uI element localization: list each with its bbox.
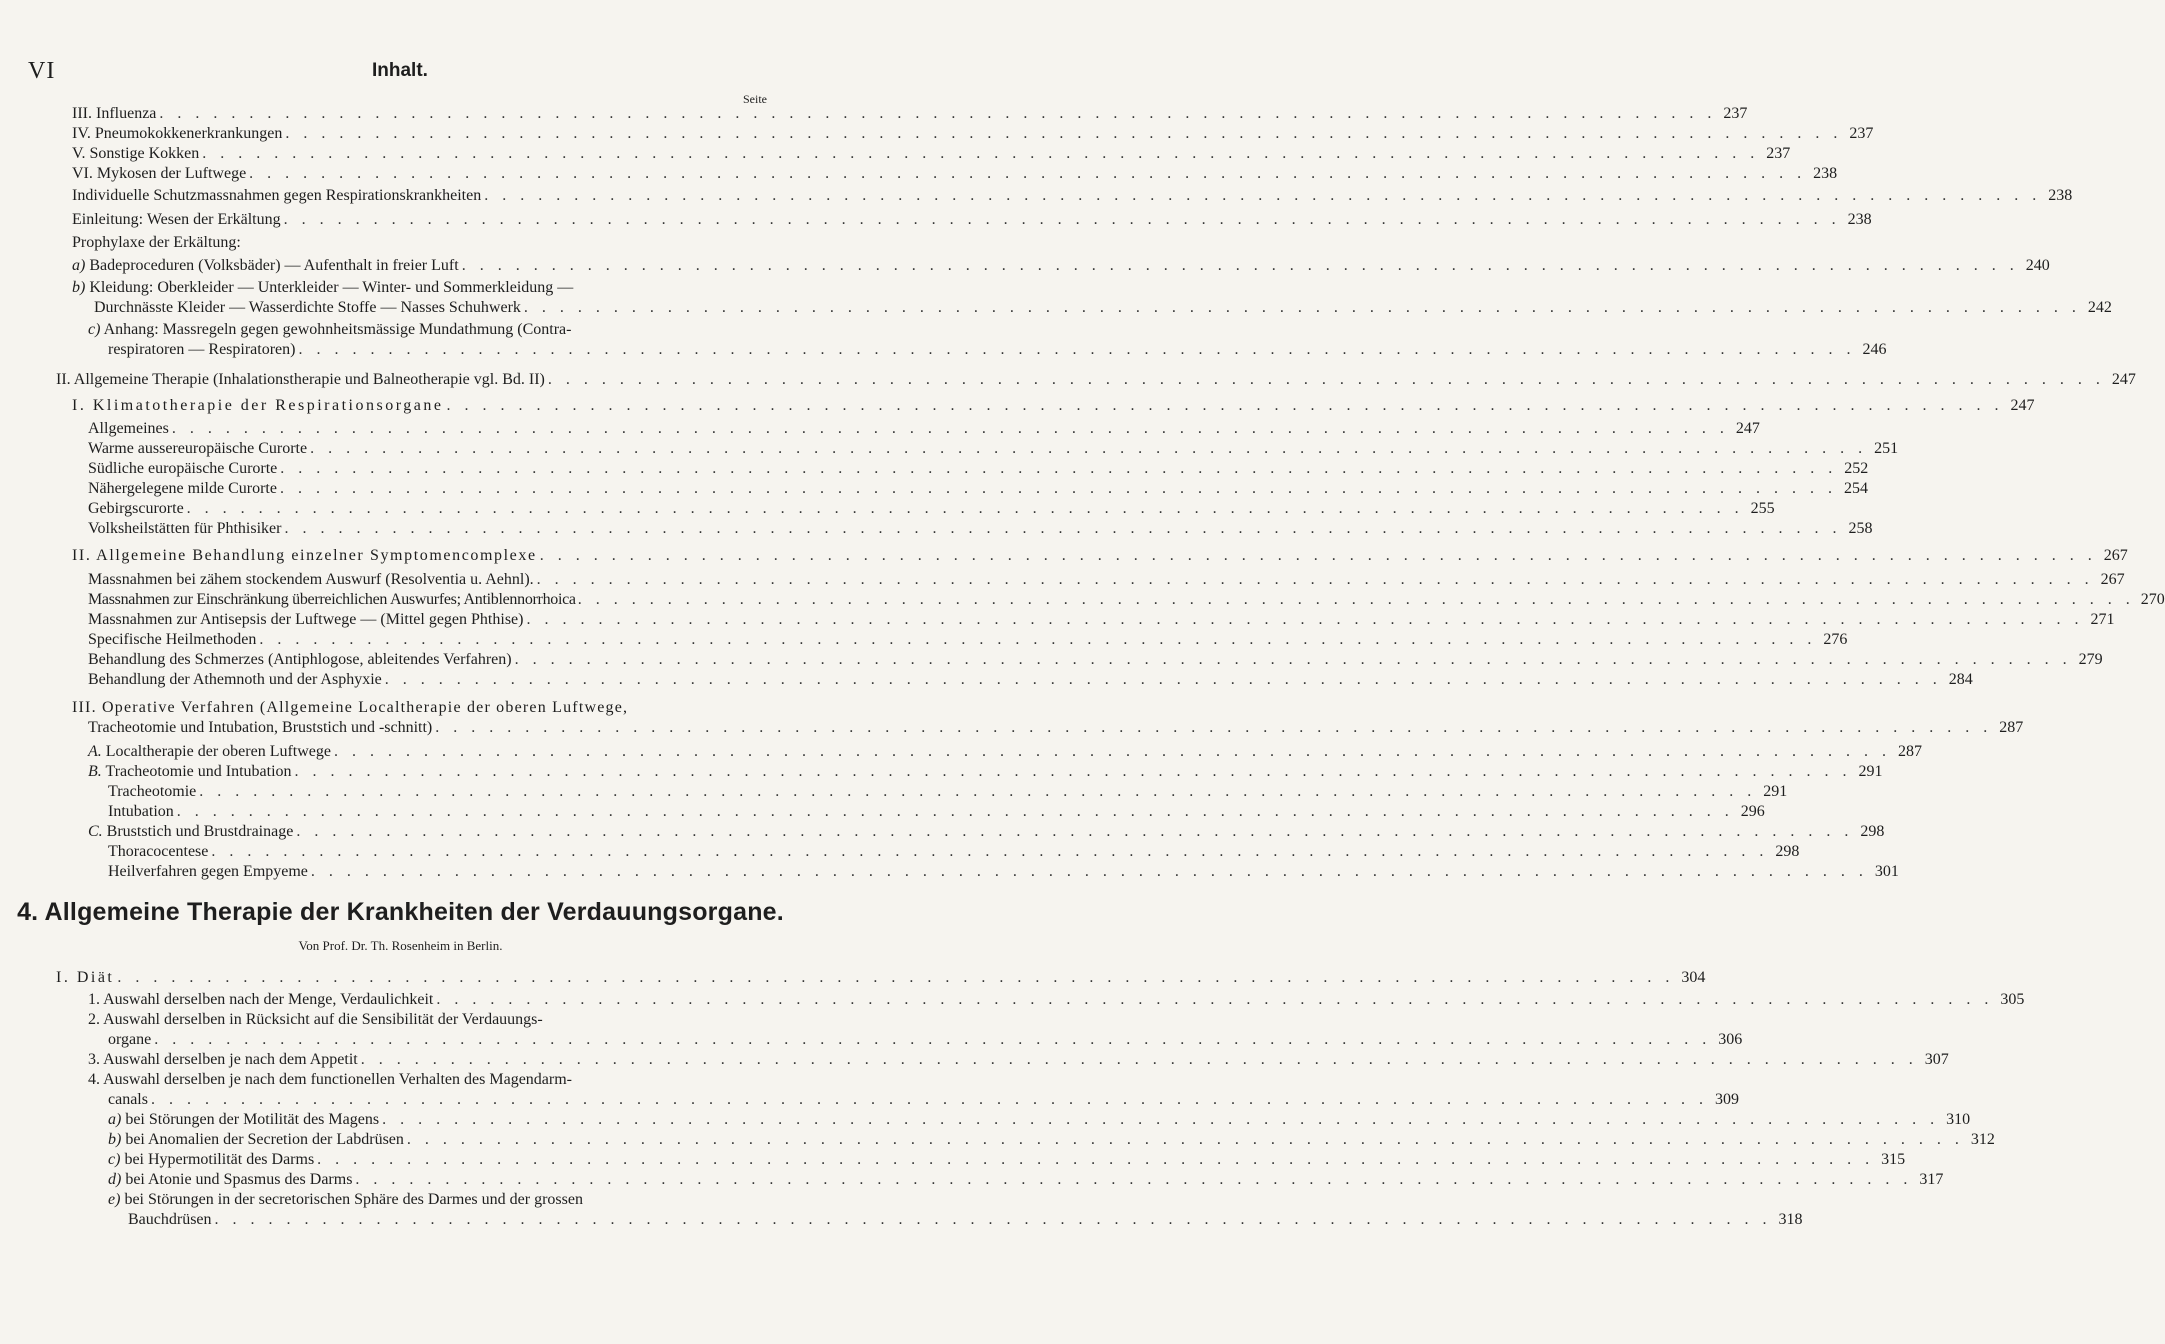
section-author: Von Prof. Dr. Th. Rosenheim in Berlin.: [298, 938, 503, 953]
toc-entry: Durchnässte Kleider — Wasserdichte Stoffe — Nasses Schuhwerk . . . 242: [94, 298, 767, 318]
toc-entry: organe . . . 306: [108, 1030, 767, 1050]
toc-entry: Behandlung der Athemnoth und der Asphyxie . . . 284: [88, 670, 767, 690]
toc-heading: Prophylaxe der Erkältung:: [72, 234, 241, 251]
toc-entry: Thoracocentese . . . 298: [108, 842, 767, 862]
toc-entry: VI. Mykosen der Luftwege . . . 238: [72, 164, 767, 184]
toc-entry: b) bei Anomalien der Secretion der Labdrüsen . . . 312: [108, 1130, 767, 1150]
toc-entry: 1. Auswahl derselben nach der Menge, Verdaulichkeit . . . 305: [88, 990, 767, 1010]
toc-entry: d) bei Atonie und Spasmus des Darms . . . 317: [108, 1170, 767, 1190]
toc-entry: Massnahmen zur Einschränkung überreichlichen Auswurfes; Antiblennorrhoica . . . 270: [88, 590, 767, 610]
page-column-label: Seite: [743, 92, 767, 106]
toc-entry: a) bei Störungen der Motilität des Magens . . . 310: [108, 1110, 767, 1130]
toc-entry: II. Allgemeine Behandlung einzelner Symptomencomplexe . . . 267: [72, 546, 767, 566]
toc-entry-line: 2. Auswahl derselben in Rücksicht auf die Sensibilität der Verdauungs-: [88, 1011, 543, 1028]
toc-entry: C. Bruststich und Brustdrainage . . . 298: [88, 822, 767, 842]
toc-entry: Individuelle Schutzmassnahmen gegen Respirationskrankheiten . . . 238: [72, 186, 767, 206]
toc-entry: 3. Auswahl derselben je nach dem Appetit . . . 307: [88, 1050, 767, 1070]
toc-entry-line: III. Operative Verfahren (Allgemeine Localtherapie der oberen Luftwege,: [72, 699, 629, 716]
toc-entry: A. Localtherapie der oberen Luftwege . . . 287: [88, 742, 767, 762]
toc-entry: a) Badeproceduren (Volksbäder) — Aufenthalt in freier Luft . . . 240: [72, 256, 767, 276]
section-title: 4. Allgemeine Therapie der Krankheiten der Verdauungsorgane.: [17, 898, 784, 926]
toc-entry: V. Sonstige Kokken . . . 237: [72, 144, 767, 164]
toc-entry: B. Tracheotomie und Intubation . . . 291: [88, 762, 767, 782]
page-title: Inhalt.: [372, 60, 428, 81]
toc-entry-line: 4. Auswahl derselben je nach dem functionellen Verhalten des Magendarm-: [88, 1071, 572, 1088]
toc-entry: Behandlung des Schmerzes (Antiphlogose, ableitendes Verfahren) . . . 279: [88, 650, 767, 670]
toc-entry: Massnahmen zur Antisepsis der Luftwege — (Mittel gegen Phthise) . . . 271: [88, 610, 767, 630]
toc-entry-line: e) bei Störungen in der secretorischen Sphäre des Darmes und der grossen: [108, 1191, 583, 1208]
toc-entry: Allgemeines . . . 247: [88, 419, 767, 439]
toc-entry-line: c) Anhang: Massregeln gegen gewohnheitsmässige Mundathmung (Contra-: [88, 321, 572, 338]
toc-entry: Intubation . . . 296: [108, 802, 767, 822]
toc-entry: Warme aussereuropäische Curorte . . . 251: [88, 439, 767, 459]
page-header: [0, 0, 801, 90]
toc-entry: Südliche europäische Curorte . . . 252: [88, 459, 767, 479]
toc-entry: Specifische Heilmethoden . . . 276: [88, 630, 767, 650]
toc-entry: c) bei Hypermotilität des Darms . . . 315: [108, 1150, 767, 1170]
toc-entry: II. Allgemeine Therapie (Inhalationstherapie und Balneotherapie vgl. Bd. II) . . . 247: [56, 370, 767, 390]
toc-entry: I. Diät . . . 304: [56, 968, 767, 988]
toc-entry: III. Influenza . . . 237: [72, 104, 767, 124]
toc-entry: Volksheilstätten für Phthisiker . . . 258: [88, 519, 767, 539]
toc-entry: IV. Pneumokokkenerkrankungen . . . 237: [72, 124, 767, 144]
toc-entry: respiratoren — Respiratoren) . . . 246: [108, 340, 767, 360]
toc-entry: canals . . . 309: [108, 1090, 767, 1110]
toc-entry-line: b) Kleidung: Oberkleider — Unterkleider — Winter- und Sommerkleidung —: [72, 279, 574, 296]
toc-entry: Einleitung: Wesen der Erkältung . . . 238: [72, 210, 767, 230]
toc-entry: Bauchdrüsen . . . 318: [128, 1210, 767, 1230]
toc-entry: Tracheotomie und Intubation, Bruststich und -schnitt) . . . 287: [88, 718, 767, 738]
toc-entry: Nähergelegene milde Curorte . . . 254: [88, 479, 767, 499]
toc-entry: Tracheotomie . . . 291: [108, 782, 767, 802]
toc-entry: Gebirgscurorte . . . 255: [88, 499, 767, 519]
toc-entry: I. Klimatotherapie der Respirationsorgane . . . 247: [72, 396, 767, 416]
page-number: VI: [28, 58, 56, 84]
toc-entry: Massnahmen bei zähem stockendem Auswurf (Resolventia u. Aehnl). . . . 267: [88, 570, 767, 590]
toc-entry: Heilverfahren gegen Empyeme . . . 301: [108, 862, 767, 882]
